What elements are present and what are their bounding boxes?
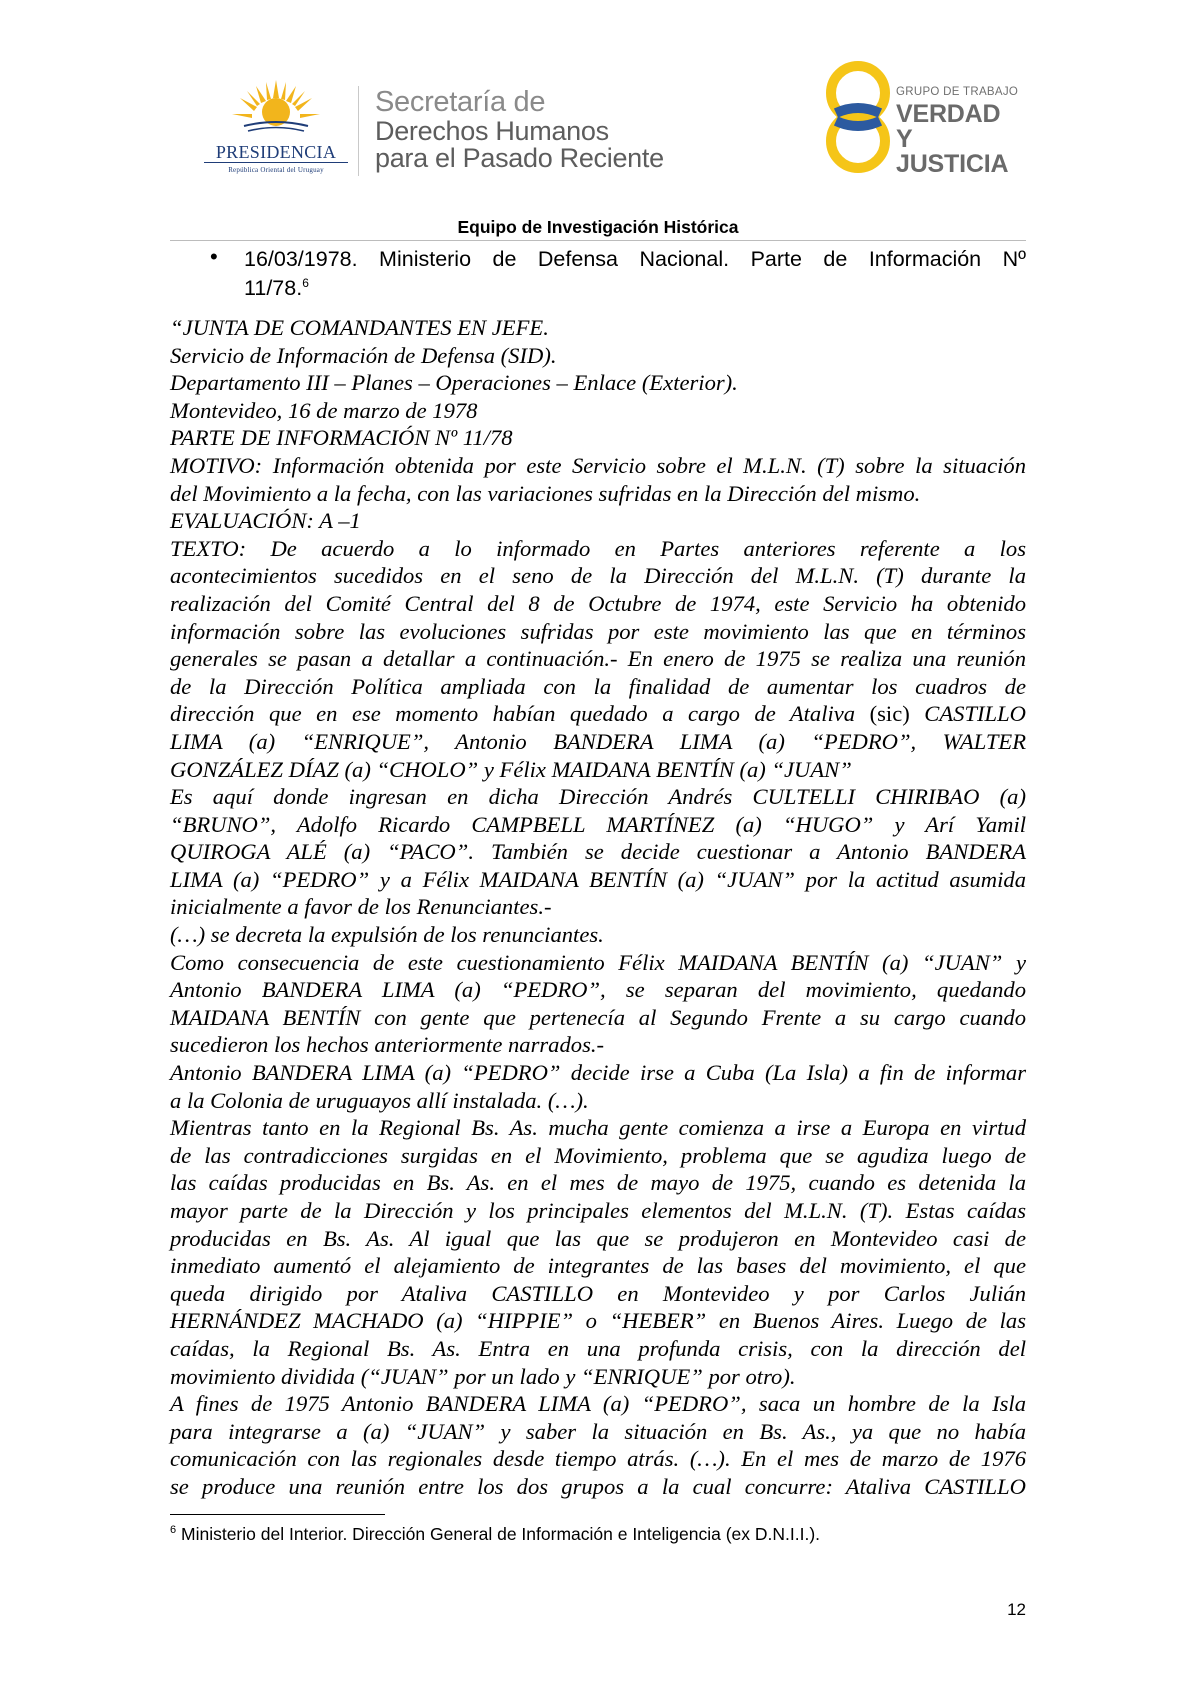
body-line: del Movimiento a la fecha, con las variaciones sufridas en la Dirección del mismo.	[170, 480, 921, 506]
body-line: inicialmente a favor de los Renunciantes.-	[170, 894, 552, 920]
body-line: a la Colonia de uruguayos allí instalada. (…).	[170, 1087, 589, 1113]
body-line: PARTE DE INFORMACIÓN Nº 11/78	[170, 425, 513, 451]
presidencia-title: PRESIDENCIA	[215, 142, 337, 162]
body-text	[170, 314, 1026, 1501]
logo-separator	[358, 86, 359, 176]
body-line: A fines de 1975 Antonio BANDERA LIMA (a) “PEDRO”, saca un hombre de la Isla	[170, 1391, 1026, 1417]
bullet-line1: 16/03/1978. Ministerio de Defensa Nacional. Parte de Información Nº	[244, 247, 1026, 271]
linked-rings-icon	[822, 58, 894, 182]
body-line: realización del Comité Central del 8 de Octubre de 1974, este Servicio ha obtenido	[170, 590, 1026, 616]
body-line: HERNÁNDEZ MACHADO (a) “HIPPIE” o “HEBER” en Buenos Aires. Luego de las	[170, 1308, 1026, 1334]
body-line	[170, 700, 1026, 728]
body-line: acontecimientos sucedidos en el seno de la Dirección del M.L.N. (T) durante la	[170, 563, 1026, 589]
body-line: MOTIVO: Información obtenida por este Servicio sobre el M.L.N. (T) sobre la situación	[170, 452, 1026, 478]
body-line: (…) se decreta la expulsión de los renunciantes.	[170, 922, 604, 948]
body-line: generales se pasan a detallar a continuación.- En enero de 1975 se realiza una reunión	[170, 646, 1026, 672]
body-line: “BRUNO”, Adolfo Ricardo CAMPBELL MARTÍNEZ (a) “HUGO” y Arí Yamil	[170, 811, 1026, 837]
body-line: Es aquí donde ingresan en dicha Dirección Andrés CULTELLI CHIRIBAO (a)	[170, 784, 1026, 810]
secretaria-line1: Secretaría de	[375, 86, 546, 118]
body-line: de las contradicciones surgidas en el Movimiento, problema que se agudiza luego de	[170, 1142, 1026, 1168]
presidencia-divider	[204, 162, 348, 163]
body-line: sucedieron los hechos anteriormente narrados.-	[170, 1032, 605, 1058]
footnote-number: 6	[170, 1524, 177, 1537]
body-line: mayor parte de la Dirección y los principales elementos del M.L.N. (T). Estas caídas	[170, 1198, 1026, 1223]
footnote	[170, 1524, 1026, 1545]
grupo-line2: VERDAD Y	[896, 99, 1001, 153]
body-line-text: dirección que en ese momento habían quedado a cargo de Ataliva	[170, 701, 856, 727]
body-line: comunicación con las regionales desde tiempo atrás. (…). En el mes de marzo de 1976	[170, 1446, 1026, 1472]
body-line: Mientras tanto en la Regional Bs. As. mucha gente comienza a irse a Europa en virtud	[170, 1115, 1026, 1141]
grupo-line3: JUSTICIA	[896, 149, 1009, 178]
footnote-rule	[170, 1514, 385, 1515]
footnote-text: Ministerio del Interior. Dirección General de Información e Inteligencia (ex D.N.I.I.).	[181, 1524, 821, 1544]
body-line: LIMA (a) “PEDRO” y a Félix MAIDANA BENTÍN (a) “JUAN” por la actitud asumida	[170, 866, 1026, 892]
body-line: para integrarse a (a) “JUAN” y saber la situación en Bs. As., ya que no había	[170, 1418, 1026, 1444]
body-line: MAIDANA BENTÍN con gente que pertenecía al Segundo Frente a su cargo cuando	[170, 1004, 1026, 1030]
body-line: “JUNTA DE COMANDANTES EN JEFE.	[170, 315, 549, 340]
body-line: EVALUACIÓN: A –1	[170, 508, 361, 534]
secretaria-logo-text	[375, 88, 664, 173]
sun-emblem-icon	[226, 78, 326, 140]
secretaria-line2: Derechos Humanos	[375, 115, 609, 146]
body-line: TEXTO: De acuerdo a lo informado en Partes anteriores referente a los	[170, 535, 1026, 561]
bullet-line2	[244, 273, 1026, 303]
body-line: de la Dirección Política ampliada con la finalidad de aumentar los cuadros de	[170, 673, 1026, 699]
body-line-tail: CASTILLO	[924, 701, 1026, 727]
body-line: Antonio BANDERA LIMA (a) “PEDRO”, se separan del movimiento, quedando	[170, 977, 1026, 1003]
sic-note: (sic)	[869, 701, 910, 727]
presidencia-logo	[198, 78, 354, 178]
body-line: Montevideo, 16 de marzo de 1978	[170, 397, 478, 423]
secretaria-line3: para el Pasado Reciente	[375, 143, 664, 174]
body-line: queda dirigido por Ataliva CASTILLO en Montevideo y por Carlos Julián	[170, 1280, 1026, 1306]
grupo-line1: GRUPO DE TRABAJO	[896, 86, 1019, 98]
body-line: Antonio BANDERA LIMA (a) “PEDRO” decide irse a Cuba (La Isla) a fin de informar	[170, 1060, 1026, 1086]
header-rule	[170, 240, 1026, 241]
body-line: caídas, la Regional Bs. As. Entra en una profunda crisis, con la dirección del	[170, 1335, 1026, 1361]
bullet-line2-text: 11/78.	[244, 276, 303, 300]
body-line: Servicio de Información de Defensa (SID).	[170, 342, 557, 368]
body-line: las caídas producidas en Bs. As. en el mes de mayo de 1975, cuando es detenida la	[170, 1170, 1026, 1196]
body-line: GONZÁLEZ DÍAZ (a) “CHOLO” y Félix MAIDANA BENTÍN (a) “JUAN”	[170, 756, 852, 782]
body-line: movimiento dividida (“JUAN” por un lado y “ENRIQUE” por otro).	[170, 1363, 796, 1389]
body-line: información sobre las evoluciones sufridas por este movimiento las que en términos	[170, 618, 1026, 644]
body-line: QUIROGA ALÉ (a) “PACO”. También se decide cuestionar a Antonio BANDERA	[170, 839, 1026, 865]
presidencia-subtitle: República Oriental del Uruguay	[228, 166, 324, 174]
footnote-ref: 6	[302, 275, 309, 290]
body-line: inmediato aumentó el alejamiento de integrantes de las bases del movimiento, el que	[170, 1253, 1026, 1279]
body-line: se produce una reunión entre los dos grupos a la cual concurre: Ataliva CASTILLO	[170, 1473, 1026, 1499]
bullet-icon: •	[210, 244, 218, 269]
body-line: producidas en Bs. As. Al igual que las que se produjeron en Montevideo casi de	[170, 1225, 1026, 1251]
page-number: 12	[1007, 1600, 1026, 1619]
grupo-trabajo-text	[896, 87, 1022, 177]
grupo-trabajo-logo	[822, 58, 1022, 182]
body-line: LIMA (a) “ENRIQUE”, Antonio BANDERA LIMA (a) “PEDRO”, WALTER	[170, 728, 1026, 754]
body-line: Como consecuencia de este cuestionamiento Félix MAIDANA BENTÍN (a) “JUAN” y	[170, 949, 1026, 975]
body-line: Departamento III – Planes – Operaciones – Enlace (Exterior).	[170, 370, 738, 396]
running-header: Equipo de Investigación Histórica	[457, 217, 739, 237]
